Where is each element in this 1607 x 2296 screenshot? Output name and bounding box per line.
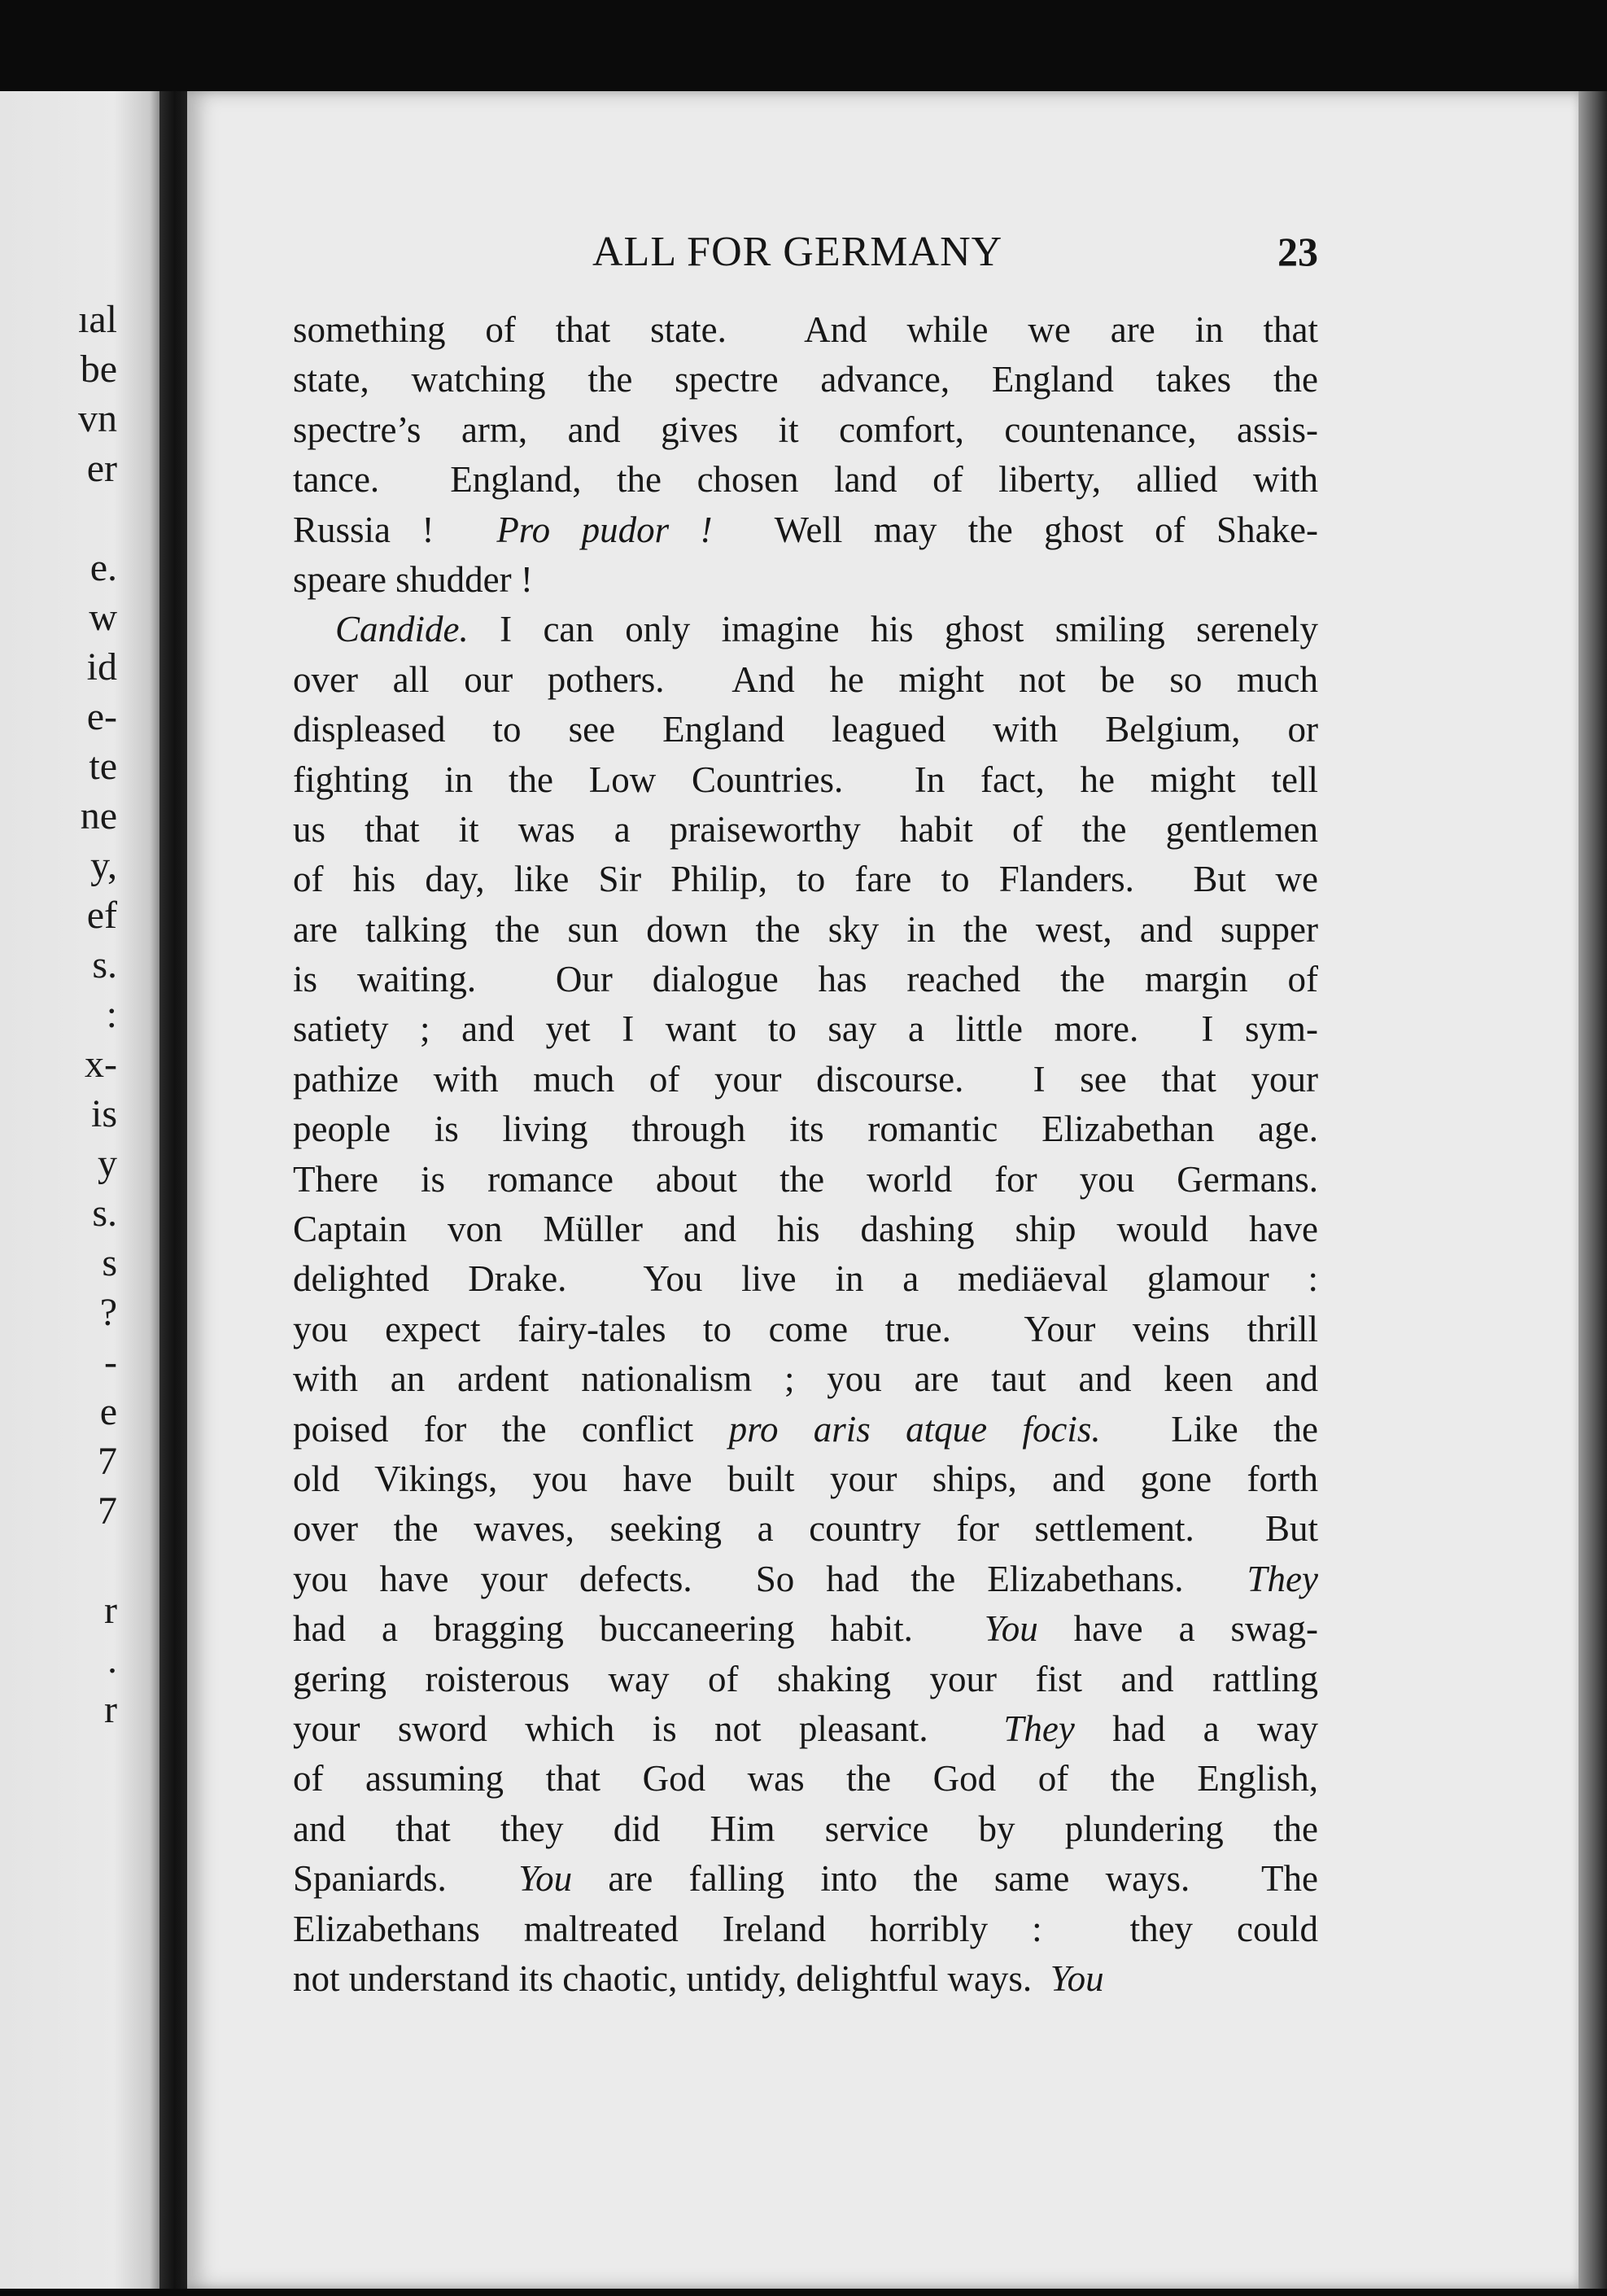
- text-run: over the waves, seeking a country for settlement. But: [293, 1508, 1318, 1550]
- left-page-fragment: id: [86, 645, 117, 689]
- left-page-fragment: e-: [86, 695, 117, 738]
- left-page-fragment: :: [106, 993, 117, 1036]
- italic-text: pro aris atque focis.: [728, 1408, 1101, 1450]
- text-run: There is romance about the world for you Germans.: [293, 1158, 1318, 1200]
- text-line: [293, 755, 1318, 805]
- text-line: [293, 1354, 1318, 1404]
- left-page-fragment: y: [98, 1142, 117, 1185]
- text-run: is waiting. Our dialogue has reached the margin of: [293, 959, 1318, 1000]
- text-run: displeased to see England leagued with Belgium, or: [293, 709, 1318, 750]
- left-page-fragment: .: [107, 1638, 117, 1682]
- text-run: over all our pothers. And he might not be so much: [293, 658, 1318, 700]
- left-page-fragment: r: [104, 1589, 117, 1632]
- right-page-edge: [1579, 91, 1607, 2289]
- text-run: with an ardent nationalism ; you are taut and keen and: [293, 1358, 1318, 1400]
- text-line: [293, 805, 1318, 855]
- text-line: [293, 355, 1318, 405]
- text-run: are falling into the same ways. The: [572, 1858, 1318, 1900]
- left-page-fragment: 7: [98, 1489, 117, 1533]
- text-line: [293, 505, 1318, 555]
- text-line: [293, 455, 1318, 505]
- text-run: tance. England, the chosen land of liberty, allied with: [293, 459, 1318, 501]
- italic-text: They: [1003, 1708, 1075, 1749]
- text-line: [293, 955, 1318, 1004]
- body-text: [293, 305, 1318, 2004]
- text-line: [293, 905, 1318, 955]
- italic-text: They: [1247, 1558, 1318, 1599]
- left-page-fragment: w: [89, 596, 117, 639]
- running-head: ALL FOR GERMANY: [592, 229, 1003, 275]
- text-run: Spaniards.: [293, 1858, 519, 1900]
- page-header: [592, 228, 1318, 285]
- text-line: [293, 1004, 1318, 1054]
- text-run: you have your defects. So had the Elizabethans.: [293, 1558, 1247, 1599]
- left-page-fragment: -: [104, 1340, 117, 1384]
- left-page-fragment: x-: [85, 1043, 117, 1086]
- text-run: pathize with much of your discourse. I see that your: [293, 1058, 1318, 1100]
- text-run: delighted Drake. You live in a mediäeval glamour :: [293, 1258, 1318, 1300]
- text-line: [293, 555, 1318, 605]
- text-line: [293, 1055, 1318, 1104]
- left-page-fragment: [78, 1536, 117, 1585]
- left-page-fragment: te: [89, 745, 117, 788]
- left-page-fragment: er: [86, 447, 117, 490]
- text-run: something of that state. And while we are in that: [293, 309, 1318, 350]
- left-page-fragment: e.: [90, 546, 117, 589]
- text-line: [293, 1604, 1318, 1654]
- text-line: [293, 1655, 1318, 1704]
- text-run: I can only imagine his ghost smiling serenely: [468, 609, 1318, 650]
- left-page-fragment: ne: [80, 794, 117, 837]
- text-run: Like the: [1100, 1408, 1318, 1450]
- text-line: [293, 655, 1318, 705]
- left-page-fragment: [78, 493, 117, 543]
- text-line: [293, 1704, 1318, 1754]
- text-run: had a bragging buccaneering habit.: [293, 1608, 985, 1650]
- left-page-fragment: s.: [92, 943, 117, 986]
- left-page-fragment: ıal: [78, 298, 117, 341]
- text-line: [293, 305, 1318, 355]
- text-run: are talking the sun down the sky in the west, and supper: [293, 908, 1318, 950]
- text-line: [293, 855, 1318, 904]
- italic-text: You: [984, 1608, 1038, 1650]
- text-run: had a way: [1074, 1708, 1318, 1749]
- text-line: [293, 1804, 1318, 1854]
- text-run: your sword which is not pleasant.: [293, 1708, 1004, 1749]
- text-run: us that it was a praiseworthy habit of the gentlemen: [293, 808, 1318, 850]
- left-page-fragment: ?: [99, 1291, 117, 1334]
- text-run: speare shudder !: [293, 558, 533, 600]
- italic-text: Pro pudor !: [496, 509, 713, 550]
- text-run: poised for the conflict: [293, 1408, 729, 1450]
- text-line: [293, 1854, 1318, 1904]
- text-run: old Vikings, you have built your ships, and gone forth: [293, 1458, 1318, 1499]
- left-page-fragment: be: [80, 348, 117, 391]
- italic-text: You: [1050, 1957, 1104, 1999]
- text-line: [293, 605, 1318, 654]
- left-page-fragment: is: [90, 1092, 117, 1135]
- text-line: [293, 1104, 1318, 1154]
- text-run: and that they did Him service by plundering the: [293, 1808, 1318, 1849]
- left-page-fragment: ef: [86, 894, 117, 937]
- text-line: [293, 1504, 1318, 1554]
- left-page-fragment: s: [102, 1241, 117, 1284]
- text-run: have a swag-: [1037, 1608, 1318, 1650]
- text-line: [293, 1954, 1318, 2004]
- text-line: [293, 1405, 1318, 1454]
- left-page-fragments: [78, 295, 117, 1734]
- text-line: [293, 1905, 1318, 1954]
- text-line: [293, 1254, 1318, 1304]
- left-page-fragment: vn: [78, 397, 117, 440]
- text-line: [293, 405, 1318, 455]
- text-run: spectre’s arm, and gives it comfort, countenance, assis-: [293, 409, 1318, 450]
- text-run: Well may the ghost of Shake-: [712, 509, 1318, 550]
- left-page-fragment: 7: [98, 1440, 117, 1483]
- text-line: [293, 1754, 1318, 1804]
- text-line: [293, 1205, 1318, 1254]
- text-run: you expect fairy-tales to come true. Your veins thrill: [293, 1308, 1318, 1349]
- left-page-fragment: e: [99, 1390, 117, 1433]
- text-line: [293, 1555, 1318, 1604]
- text-run: gering roisterous way of shaking your fist and rattling: [293, 1658, 1318, 1699]
- left-page-fragment: y,: [90, 844, 117, 887]
- text-run: of assuming that God was the God of the English,: [293, 1758, 1318, 1800]
- italic-text: You: [518, 1858, 573, 1900]
- text-line: [293, 1305, 1318, 1354]
- text-run: of his day, like Sir Philip, to fare to Flanders. But we: [293, 859, 1318, 900]
- italic-text: Candide.: [335, 609, 469, 650]
- text-line: [293, 1155, 1318, 1205]
- text-run: fighting in the Low Countries. In fact, he might tell: [293, 759, 1318, 800]
- left-page-fragment: s.: [92, 1192, 117, 1235]
- text-run: state, watching the spectre advance, England takes the: [293, 359, 1318, 400]
- text-run: people is living through its romantic Elizabethan age.: [293, 1109, 1318, 1150]
- text-run: not understand its chaotic, untidy, delightful ways.: [293, 1957, 1050, 1999]
- text-line: [293, 705, 1318, 754]
- text-run: Captain von Müller and his dashing ship would have: [293, 1209, 1318, 1250]
- text-run: satiety ; and yet I want to say a little more. I sym-: [293, 1008, 1318, 1050]
- left-page-edge: [0, 91, 163, 2289]
- text-run: Elizabethans maltreated Ireland horribly : they could: [293, 1908, 1318, 1949]
- text-line: [293, 1454, 1318, 1504]
- page-number: 23: [1277, 229, 1318, 274]
- text-run: Russia !: [293, 509, 497, 550]
- left-page-fragment: r: [104, 1688, 117, 1731]
